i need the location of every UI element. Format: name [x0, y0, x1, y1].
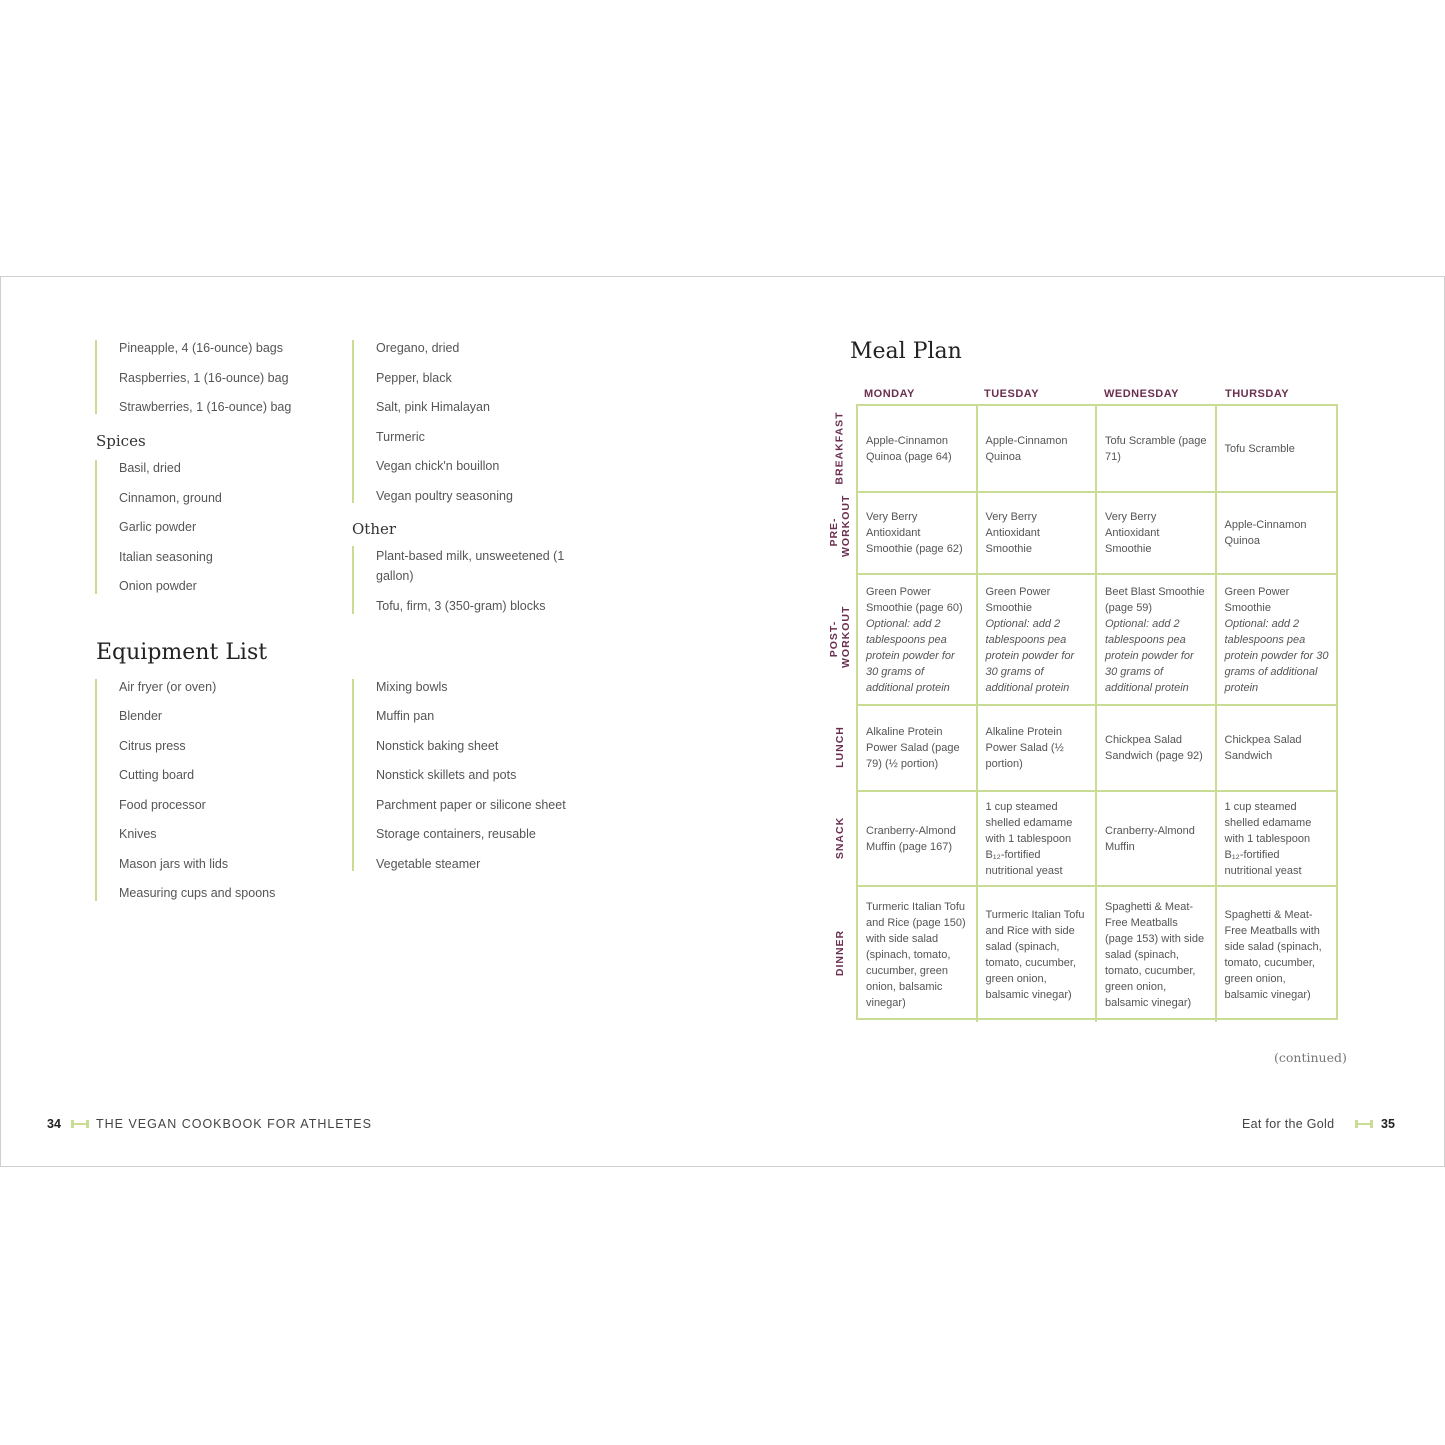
spices-list-2: [352, 340, 614, 503]
table-cell: [978, 887, 1098, 1022]
table-cell: [858, 887, 978, 1022]
meal-label: PRE-WORKOUT: [828, 494, 852, 557]
cell-text: Spaghetti & Meat-Free Meatballs with side salad (spinach, tomato, cucumber, green onion, balsamic vinegar): [1224, 908, 1322, 1001]
table-cell: [1097, 406, 1217, 493]
list-item: Strawberries, 1 (16-ounce) bag: [119, 400, 292, 414]
table-cell: [1217, 493, 1337, 575]
page-number-left: 34: [47, 1117, 61, 1131]
row-label-post-workout: [825, 573, 855, 704]
table-cell: [858, 575, 978, 706]
page-number-right: 35: [1381, 1117, 1395, 1131]
meal-label: POST-WORKOUT: [828, 605, 852, 668]
list-item: Onion powder: [119, 579, 197, 593]
row-label-dinner: [825, 885, 855, 1020]
cell-text: Green Power Smoothie: [985, 585, 1051, 614]
cell-text: Tofu Scramble: [1224, 442, 1295, 455]
list-item: Turmeric: [376, 430, 425, 444]
list-item: Vegan chick'n bouillon: [376, 459, 500, 473]
day-header-thursday: THURSDAY: [1225, 388, 1290, 400]
table-cell: [978, 792, 1098, 887]
table-cell: [1097, 887, 1217, 1022]
running-title-left: THE VEGAN COOKBOOK FOR ATHLETES: [96, 1117, 372, 1131]
cell-text: Apple-Cinnamon Quinoa: [1224, 519, 1307, 547]
table-cell: [1097, 575, 1217, 706]
table-cell: [1217, 575, 1337, 706]
day-header-wednesday: WEDNESDAY: [1104, 388, 1179, 400]
equipment-heading: Equipment List: [96, 640, 268, 665]
cell-text: 1 cup steamed shelled edamame with 1 tablespoon B₁₂-fortified nutritional yeast: [1224, 800, 1312, 877]
list-item: Measuring cups and spoons: [119, 886, 276, 900]
list-item: Plant-based milk, unsweetened (1 gallon): [376, 549, 565, 583]
cell-text: Alkaline Protein Power Salad (page 79) (½ portion): [866, 726, 960, 770]
fruits-list: [95, 340, 347, 414]
table-cell: [858, 792, 978, 887]
list-item: Oregano, dried: [376, 341, 460, 355]
table-cell: [1217, 887, 1337, 1022]
list-item: Nonstick skillets and pots: [376, 768, 517, 782]
list-item: Mixing bowls: [376, 680, 448, 694]
cell-text: Very Berry Antioxidant Smoothie: [985, 511, 1040, 555]
cell-text: Tofu Scramble (page 71): [1105, 434, 1207, 463]
running-title-right: Eat for the Gold: [1242, 1117, 1335, 1131]
list-item: Tofu, firm, 3 (350-gram) blocks: [376, 599, 546, 613]
list-item: Mason jars with lids: [119, 857, 229, 871]
table-cell: [1097, 493, 1217, 575]
table-cell: [858, 706, 978, 792]
cell-text: 1 cup steamed shelled edamame with 1 tablespoon B₁₂-fortified nutritional yeast: [985, 800, 1073, 877]
meal-label: LUNCH: [834, 726, 846, 768]
list-item: Pepper, black: [376, 371, 452, 385]
cell-note: Optional: add 2 tablespoons pea protein powder for 30 grams of additional protein: [1105, 617, 1194, 694]
table-cell: [978, 406, 1098, 493]
table-cell: [1217, 792, 1337, 887]
dumbbell-icon: [1355, 1118, 1373, 1130]
list-item: Basil, dried: [119, 461, 181, 475]
cell-note: Optional: add 2 tablespoons pea protein powder for 30 grams of additional protein: [866, 617, 955, 694]
cell-text: Spaghetti & Meat-Free Meatballs (page 153) with side salad (spinach, tomato, cucumber, green onion, balsamic vinegar): [1105, 900, 1205, 1009]
cell-text: Green Power Smoothie: [1224, 585, 1290, 614]
meal-label: SNACK: [834, 816, 846, 859]
table-cell: [1217, 406, 1337, 493]
list-item: Salt, pink Himalayan: [376, 400, 490, 414]
row-label-snack: [825, 790, 855, 885]
cell-text: Cranberry-Almond Muffin (page 167): [866, 824, 956, 853]
cell-note: Optional: add 2 tablespoons pea protein powder for 30 grams of additional protein: [1224, 617, 1329, 694]
table-cell: [978, 575, 1098, 706]
cell-text: Apple-Cinnamon Quinoa (page 64): [866, 434, 952, 463]
day-header-tuesday: TUESDAY: [984, 388, 1040, 400]
row-label-lunch: [825, 704, 855, 790]
cell-text: Chickpea Salad Sandwich (page 92): [1105, 734, 1203, 762]
table-cell: [1217, 706, 1337, 792]
cell-text: Green Power Smoothie (page 60): [866, 585, 963, 614]
cell-text: Very Berry Antioxidant Smoothie: [1105, 511, 1160, 555]
list-item: Raspberries, 1 (16-ounce) bag: [119, 371, 289, 385]
list-item: Pineapple, 4 (16-ounce) bags: [119, 341, 284, 355]
list-item: Nonstick baking sheet: [376, 739, 499, 753]
cell-text: Very Berry Antioxidant Smoothie (page 62): [866, 511, 963, 555]
meal-label: DINNER: [834, 929, 847, 976]
cell-text: Turmeric Italian Tofu and Rice with side salad (spinach, tomato, cucumber, green onion, balsamic vinegar): [985, 908, 1085, 1001]
cell-text: Apple-Cinnamon Quinoa: [985, 434, 1068, 463]
other-list: [352, 546, 614, 614]
list-item: Vegetable steamer: [376, 857, 481, 871]
cell-text: Turmeric Italian Tofu and Rice (page 150) with side salad (spinach, tomato, cucumber, green onion, balsamic vinegar): [866, 900, 966, 1009]
meal-plan-heading: Meal Plan: [850, 339, 962, 364]
spices-list-1: [95, 460, 337, 594]
table-cell: [858, 493, 978, 575]
meal-label: BREAKFAST: [834, 410, 847, 485]
cell-text: Alkaline Protein Power Salad (½ portion): [985, 726, 1064, 770]
dumbbell-icon: [71, 1118, 89, 1130]
list-item: Parchment paper or silicone sheet: [376, 798, 566, 812]
list-item: Cinnamon, ground: [119, 491, 222, 505]
cell-text: Beet Blast Smoothie (page 59): [1105, 585, 1205, 614]
list-item: Air fryer (or oven): [119, 680, 217, 694]
row-label-pre-workout: [825, 491, 855, 573]
list-item: Storage containers, reusable: [376, 827, 536, 841]
cell-text: Cranberry-Almond Muffin: [1105, 824, 1195, 853]
equipment-list-2: [352, 679, 614, 871]
day-header-monday: MONDAY: [864, 388, 915, 400]
list-item: Food processor: [119, 798, 206, 812]
cell-note: Optional: add 2 tablespoons pea protein powder for 30 grams of additional protein: [985, 617, 1075, 694]
row-label-breakfast: [825, 404, 855, 491]
list-item: Blender: [119, 709, 163, 723]
continued-note: (continued): [1274, 1050, 1347, 1065]
table-cell: [1097, 706, 1217, 792]
table-cell: [1097, 792, 1217, 887]
list-item: Cutting board: [119, 768, 195, 782]
cell-text: Chickpea Salad Sandwich: [1224, 734, 1302, 762]
list-item: Muffin pan: [376, 709, 435, 723]
table-cell: [978, 706, 1098, 792]
equipment-list-1: [95, 679, 337, 901]
table-cell: [858, 406, 978, 493]
meal-plan-table: [856, 404, 1338, 1020]
list-item: Vegan poultry seasoning: [376, 489, 513, 503]
list-item: Garlic powder: [119, 520, 197, 534]
table-cell: [978, 493, 1098, 575]
spices-heading: Spices: [96, 432, 146, 450]
list-item: Knives: [119, 827, 157, 841]
other-heading: Other: [352, 520, 397, 538]
list-item: Italian seasoning: [119, 550, 213, 564]
list-item: Citrus press: [119, 739, 186, 753]
